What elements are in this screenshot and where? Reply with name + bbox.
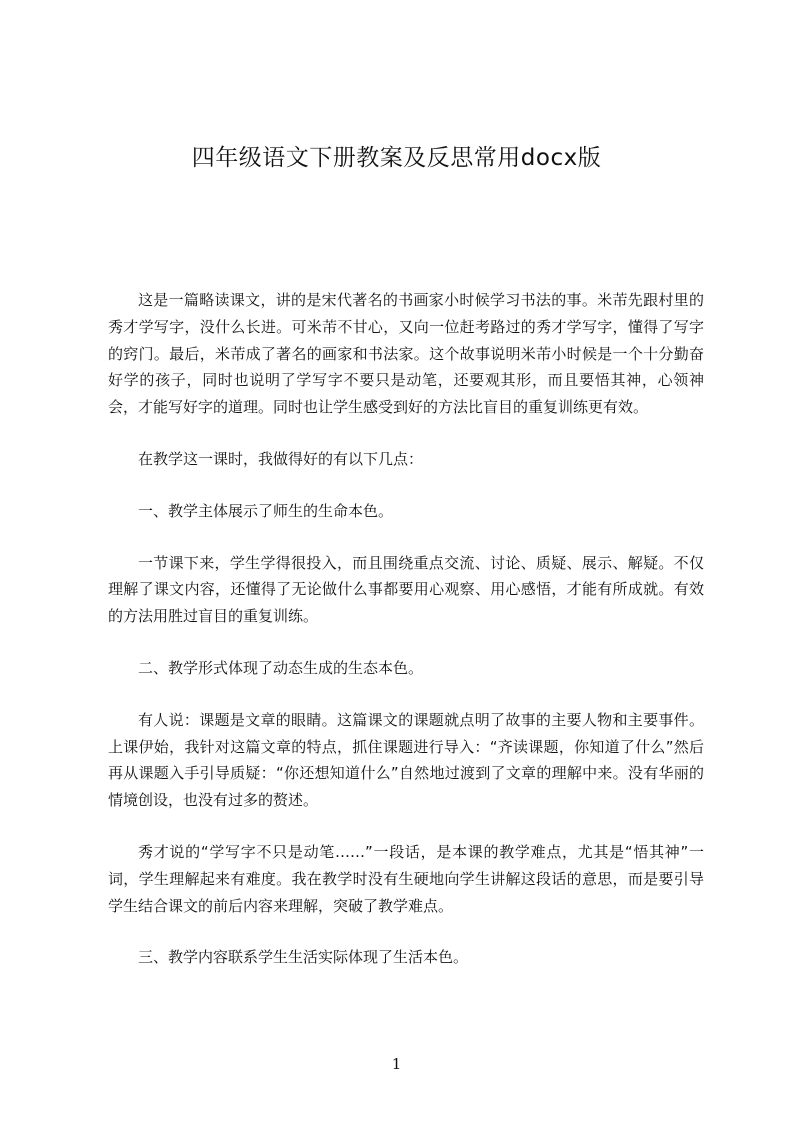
paragraph-intro: 这是一篇略读课文，讲的是宋代著名的书画家小时候学习书法的事。米芾先跟村里的秀才学写字，没什么长进。可米芾不甘心，又向一位赶考路过的秀才学写字，懂得了写字的窍门。最后，米芾成了著名的画家和书法家。这个故事说明米芾小时候是一个十分勤奋好学的孩子，同时也说明了学写字不要只是动笔，还要观其形，而且要悟其神，心领神会，才能写好字的道理。同时也让学生感受到好的方法比盲目的重复训练更有效。 xyxy=(108,291,704,417)
paragraph-point-one: 一节课下来，学生学得很投入，而且围绕重点交流、讨论、质疑、展示、解疑。不仅理解了课文内容，还懂得了无论做什么事都要用心观察、用心感悟，才能有所成就。有效的方法用胜过盲目的重复训练。 xyxy=(108,553,704,626)
document-body xyxy=(108,287,704,996)
heading-point-three: 三、教学内容联系学生生活实际体现了生活本色。 xyxy=(138,948,469,967)
paragraph-strengths-lead: 在教学这一课时，我做得好的有以下几点： xyxy=(138,449,424,468)
heading-point-one: 一、教学主体展示了师生的生命本色。 xyxy=(138,501,394,520)
document-title: 四年级语文下册教案及反思常用docx版 xyxy=(191,145,602,171)
page-number: 1 xyxy=(391,1055,402,1073)
paragraph-point-two: 有人说：课题是文章的眼睛。这篇课文的课题就点明了故事的主要人物和主要事件。上课伊始，我针对这篇文章的特点，抓住课题进行导入：“齐读课题，你知道了什么”然后再从课题入手引导质疑：“你还想知道什么”自然地过渡到了文章的理解中来。没有华丽的情境创设，也没有过多的赘述。 xyxy=(108,710,704,810)
paragraph-difficulty: 秀才说的“学写字不只是动笔……”一段话，是本课的教学难点，尤其是“悟其神”一词，学生理解起来有难度。我在教学时没有生硬地向学生讲解这段话的意思，而是要引导学生结合课文的前后内容来理解，突破了教学难点。 xyxy=(108,842,704,915)
heading-point-two: 二、教学形式体现了动态生成的生态本色。 xyxy=(138,658,424,677)
